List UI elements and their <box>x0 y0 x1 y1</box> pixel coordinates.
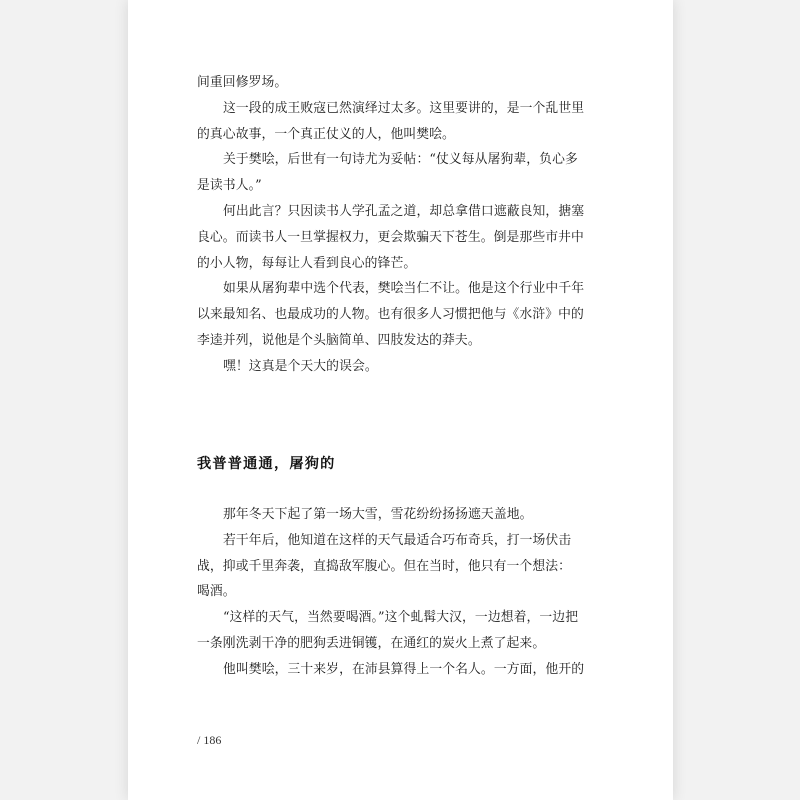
text-line: 以来最知名、也最成功的人物。也有很多人习惯把他与《水浒》中的 <box>197 307 584 323</box>
text-line: 的真心故事，一个真正仗义的人，他叫樊哙。 <box>197 126 455 142</box>
text-block-1 <box>197 70 597 380</box>
text-line: 这一段的成王败寇已然演绎过太多。这里要讲的，是一个乱世里 <box>223 100 585 116</box>
text-line: 战，抑或千里奔袭，直捣敌军腹心。但在当时，他只有一个想法： <box>197 558 572 574</box>
text-line: 一条刚洗剥干净的肥狗丢进铜镬，在通红的炭火上煮了起来。 <box>197 635 546 651</box>
text-line: 李逵并列，说他是个头脑简单、四肢发达的莽夫。 <box>197 332 481 348</box>
text-line: 那年冬天下起了第一场大雪，雪花纷纷扬扬遮天盖地。 <box>223 507 533 522</box>
text-line: 关于樊哙，后世有一句诗尤为妥帖：“仗义每从屠狗辈，负心多 <box>223 152 578 168</box>
section-heading: 我普普通通，屠狗的 <box>197 456 336 472</box>
text-line: “这样的天气，当然要喝酒。”这个虬髯大汉，一边想着，一边把 <box>223 610 579 626</box>
text-line: 若干年后，他知道在这样的天气最适合巧布奇兵，打一场伏击 <box>223 532 572 548</box>
text-line: 的小人物，每每让人看到良心的锋芒。 <box>197 255 417 271</box>
text-line: 嘿！这真是个天大的误会。 <box>223 358 378 374</box>
text-line: 何出此言？只因读书人学孔孟之道，却总拿借口遮蔽良知，搪塞 <box>223 203 585 219</box>
text-line: 是读书人。” <box>197 178 262 194</box>
page-number: / 186 <box>197 733 222 747</box>
text-block-2 <box>197 502 597 683</box>
text-line: 他叫樊哙，三十来岁，在沛县算得上一个名人。一方面，他开的 <box>223 661 585 677</box>
book-page <box>128 0 673 800</box>
text-line: 喝酒。 <box>197 584 236 600</box>
text-line: 间重回修罗场。 <box>197 75 288 90</box>
text-line: 良心。而读书人一旦掌握权力，更会欺骗天下苍生。倒是那些市井中 <box>197 229 584 245</box>
text-line: 如果从屠狗辈中选个代表，樊哙当仁不让。他是这个行业中千年 <box>223 281 585 297</box>
